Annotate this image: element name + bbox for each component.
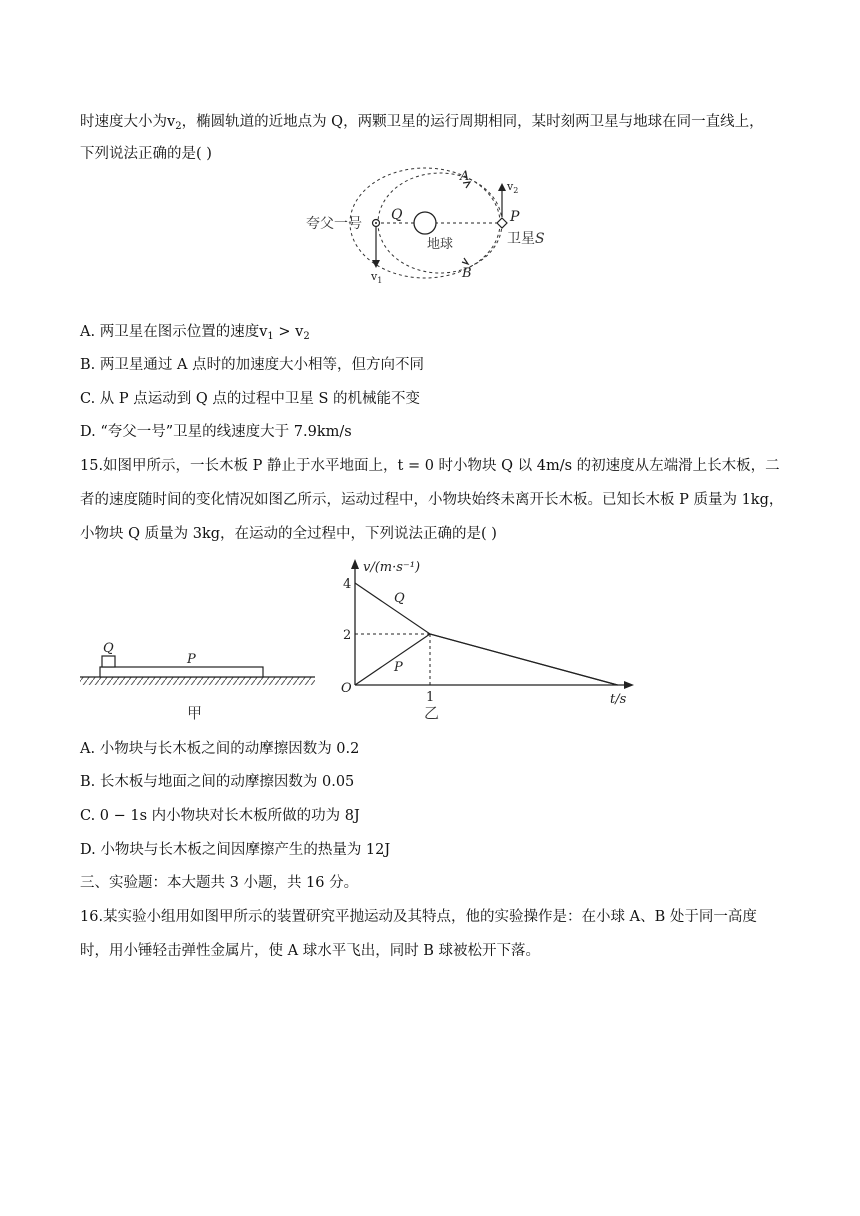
earth-circle	[414, 212, 436, 234]
label-earth: 地球	[427, 237, 454, 252]
tick-label-y-2: 2	[343, 628, 352, 643]
section-3-heading: 三、实验题：本大题共 3 小题，共 16 分。	[80, 875, 359, 891]
q16-line2: 时，用小锤轻击弹性金属片，使 A 球水平飞出，同时 B 球被松开下落。	[80, 943, 541, 959]
q15-option-b: B. 长木板与地面之间的动摩擦因数为 0.05	[80, 774, 355, 790]
q15-line2: 者的速度随时间的变化情况如图乙所示，运动过程中，小物块始终未离开长木板。已知长木板 P 质量为 1kg，	[80, 492, 784, 508]
q14-option-d: D. “夸父一号”卫星的线速度大于 7.9km/s	[80, 424, 352, 440]
y-axis-label: v/(m·s⁻¹)	[363, 560, 421, 575]
series-label-q: Q	[394, 591, 405, 607]
satellite-s	[497, 218, 507, 228]
q14-option-a: A. 两卫星在图示位置的速度$v_1 > v_2$	[80, 324, 310, 342]
q14-line1: 时速度大小为$v_2$，椭圆轨道的近地点为 Q，两颗卫星的运行周期相同，某时刻两卫星与地球在同一直线上，	[80, 114, 764, 132]
q15-line3: 小物块 Q 质量为 3kg，在运动的全过程中，下列说法正确的是( )	[80, 526, 497, 542]
q14-option-b: B. 两卫星通过 A 点时的加速度大小相等，但方向不同	[80, 357, 425, 373]
q15-line1: 15.如图甲所示，一长木板 P 静止于水平地面上，t = 0 时小物块 Q 以 4m/s 的初速度从左端滑上长木板，二	[80, 458, 780, 474]
ground-hatch	[80, 677, 315, 685]
label-b: B	[462, 266, 472, 281]
board-p	[100, 667, 263, 677]
tick-label-x-1: 1	[426, 690, 435, 705]
q15-option-c: C. 0 − 1s 内小物块对长木板所做的功为 8J	[80, 808, 360, 824]
q15-option-a: A. 小物块与长木板之间的动摩擦因数为 0.2	[80, 741, 360, 757]
label-v1: $v_1$	[371, 270, 383, 285]
label-q: Q	[391, 207, 403, 223]
q15-option-d: D. 小物块与长木板之间因摩擦产生的热量为 12J	[80, 842, 391, 858]
q16-line1: 16.某实验小组用如图甲所示的装置研究平抛运动及其特点，他的实验操作是：在小球 A、B 处于同一高度	[80, 909, 757, 925]
orbit-figure	[300, 165, 560, 290]
vt-chart	[330, 555, 640, 725]
label-v2: $v_2$	[507, 180, 519, 195]
x-axis-label: t/s	[610, 692, 627, 707]
origin-label: O	[341, 681, 352, 696]
label-p: P	[510, 209, 520, 225]
x-axis-arrow	[624, 681, 634, 689]
label-q-jia: Q	[103, 641, 114, 656]
block-q	[102, 656, 115, 667]
y-axis-arrow	[351, 559, 359, 569]
caption-jia: 甲	[187, 704, 203, 722]
label-kuafu: 夸父一号	[306, 216, 362, 232]
label-p-jia: P	[187, 652, 196, 667]
label-a: A	[460, 169, 470, 184]
q14-line2: 下列说法正确的是( )	[80, 146, 212, 162]
tick-label-y-4: 4	[343, 577, 352, 592]
q14-option-c: C. 从 P 点运动到 Q 点的过程中卫星 S 的机械能不变	[80, 391, 421, 407]
figure-jia	[75, 640, 320, 725]
series-label-p: P	[394, 659, 403, 675]
caption-yi: 乙	[424, 704, 440, 722]
label-sat: 卫星S	[507, 231, 545, 247]
